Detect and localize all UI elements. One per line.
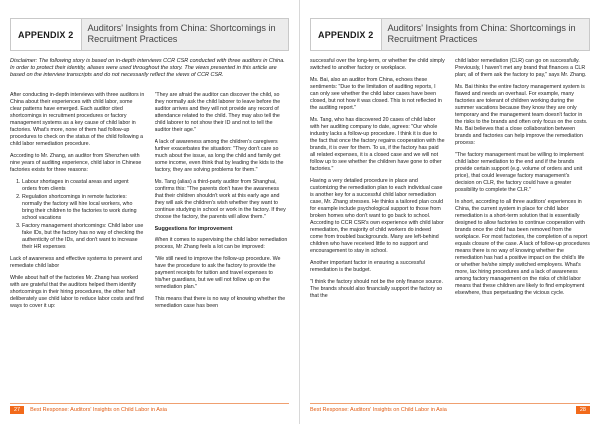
paragraph: After conducting in-depth interviews with three auditors in China about their experiences with child labor, some clear patterns have emerged. Each auditor cited shortcomings in recruitment procedures or factory management systems as a key cause of child labor in factories. What's more, none of them had follow-up procedures to check on the status of the child following a child labor remediation procedure. xyxy=(10,92,145,147)
column-2 xyxy=(155,92,290,396)
appendix-label: APPENDIX 2 xyxy=(18,29,74,40)
page-header xyxy=(10,18,289,51)
right-page xyxy=(300,0,600,424)
paragraph: When it comes to supervising the child labor remediation process, Mr Zhang feels a lot can be improved: xyxy=(154,237,288,250)
paragraph: In short, according to all three auditors' experiences in China, the current system in place for child labor remediation is a short-term solution that is essentially designed to allow factories to continue cooperation with brands once the child has been removed from the workplace. For most factories, the completion of a report equals closure of the case. A lack of follow-up procedures means there is no way of knowing whether the remediation has had a positive impact on the child's life or whether he/she simply switched employers. What's more, lax hiring procedures and a lack of awareness among factory management on the risks of child labor means that these children are likely to find employment elsewhere, thus perpetuating the vicious cycle. xyxy=(455,199,590,296)
section-heading: Suggestions for improvement xyxy=(154,226,233,232)
paragraph: Another important factor in ensuring a successful remediation is the budget. xyxy=(310,260,425,273)
disclaimer: Disclaimer: The following story is based on in-depth interviews CCR CSR conducted with three auditors in China. In order to protect their identity, aliases were used throughout the story. The views presented in this article are based on the interview transcripts and do not necessarily reflect the views of CCR CSR. xyxy=(10,58,285,78)
paragraph: While about half of the factories Mr. Zhang has worked with are grateful that the auditors helped them identify shortcomings in their hiring procedures, the other half deliberately use child labor to reduce labor costs and find ways to cover it up: xyxy=(10,275,144,309)
paragraph: Ms. Tang (alias) a third-party auditor from Shanghai, confirms this: "The parents don't have the awareness that their children shouldn't work at this early age and they will ask the children's wish whether they want to continue studying in school or work in the factory. If they choose the factory, the parents will allow them." xyxy=(154,179,286,220)
header-title: Auditors' Insights from China: Shortcomings in Recruitment Practices xyxy=(81,19,288,50)
paragraph: This means that there is no way of knowing whether the remediation case has been xyxy=(154,296,286,309)
paragraph: Lack of awareness and effective systems to prevent and remediate child labor xyxy=(10,256,142,269)
paragraph: Ms. Bai thinks the entire factory management system is flawed and needs an overhaul. For example, many factories are tolerant of children working during the summer vacations because they know they are only temporary and the management team doesn't factor in the risks to the brands and often only focus on the costs. Ms. Bai believes that a close collaboration between brands and factories can help improve the remediation process: xyxy=(455,84,588,146)
paragraph: "They are afraid the auditor can discover the child, so they normally ask the child laborer to leave before the auditor arrives and they will not provide any record of attendance related to the child. They may also tell the child laborer to not show their ID and not to tell the auditor their age." xyxy=(154,92,281,133)
column-2 xyxy=(455,58,590,396)
list-item: 1. Labour shortages in coastal areas and urgent orders from clients xyxy=(22,179,145,193)
footer-text: Best Response: Auditors' Insights on Child Labor in Asia xyxy=(30,407,167,413)
page-footer xyxy=(10,403,289,416)
column-1 xyxy=(310,58,445,396)
paragraph: "We still need to improve the follow-up procedure. We have the procedure to ask the factory to provide the payment receipts for tuition and travel expenses to his/her guardians, but we will not follow up on the remediation plan." xyxy=(154,256,281,290)
list-item: 3. Factory management shortcomings: Child labor use fake IDs, but the factory has no way of checking the authenticity of the IDs, and don't want to increase their HR expenses xyxy=(22,223,145,251)
paragraph: A lack of awareness among the children's caregivers further exacerbates the situation: "They don't care so much about the issue, as long the child and family get some income, even think that by leading the kids to the factory, they are solving problems for them." xyxy=(154,139,284,173)
paragraph: "I think the factory should not be the only finance source. The brands should also financially support the factory so that the xyxy=(310,279,443,299)
reasons-list xyxy=(10,179,145,251)
column-1 xyxy=(10,92,145,396)
paragraph: Having a very detailed procedure in place and customizing the remediation plan to each individual case is another key for a successful child labor remediation case, Mr. Zhang stresses. He thinks a tailored plan could for example include psychological support to those from broken homes who don't want to go back to school. According to CCR CSR's own experience with child labor remediation, the majority of child workers do indeed come from troubled backgrounds. Many are left-behind children who have received little to no support and encouragement to stay in school. xyxy=(310,178,444,254)
paragraph: child labor remediation (CLR) can go on successfully. Previously, I haven't met any brand that finances a CLR plan; all of them ask the factory to pay," says Mr. Zhang. xyxy=(455,58,587,78)
page-number: 28 xyxy=(576,406,590,414)
body-columns xyxy=(310,58,590,396)
paragraph: According to Mr. Zhang, an auditor from Shenzhen with nine years of auditing experience, child labor in Chinese factories exists for three reasons: xyxy=(10,153,142,173)
paragraph: Ms. Bai, also an auditor from China, echoes these sentiments: "Due to the limitation of auditing reports, I can only see whether the child labor cases have been closed, but not how it was closed. This is not reflected in the auditing report." xyxy=(310,77,442,111)
footer-text: Best Response: Auditors' Insights on Child Labor in Asia xyxy=(310,407,447,413)
body-columns xyxy=(10,92,289,396)
paragraph: "The factory management must be willing to implement child labor remediation to the end and if the brands provide certain support (e.g. volume of orders and unit price), that could leverage factory management's decision on CLR, the factory could have a greater possibility to complete the CLR." xyxy=(455,152,584,193)
list-item: 2. Regulation shortcomings in remote factories: normally the factory will hire local workers, who bring their children to the factories to work during school vacations xyxy=(22,194,145,222)
paragraph: successful over the long-term, or whether the child simply switched to another factory or workplace. xyxy=(310,58,445,71)
page-header xyxy=(310,18,590,51)
page-number: 27 xyxy=(10,406,24,414)
paragraph: Ms. Tang, who has discovered 20 cases of child labor with her auditing company to date, agrees: "Our whole industry lacks a follow-up procedure. I think it is due to the fact that once the factory regains cooperation with the brands, it is over for them. To us, if the factory has paid all related expenses, it is a closed case and we will not follow up to see whether the children have gone to other factories." xyxy=(310,117,445,172)
header-title: Auditors' Insights from China: Shortcomings in Recruitment Practices xyxy=(381,19,589,50)
appendix-label: APPENDIX 2 xyxy=(318,29,374,40)
page-footer xyxy=(310,403,590,416)
